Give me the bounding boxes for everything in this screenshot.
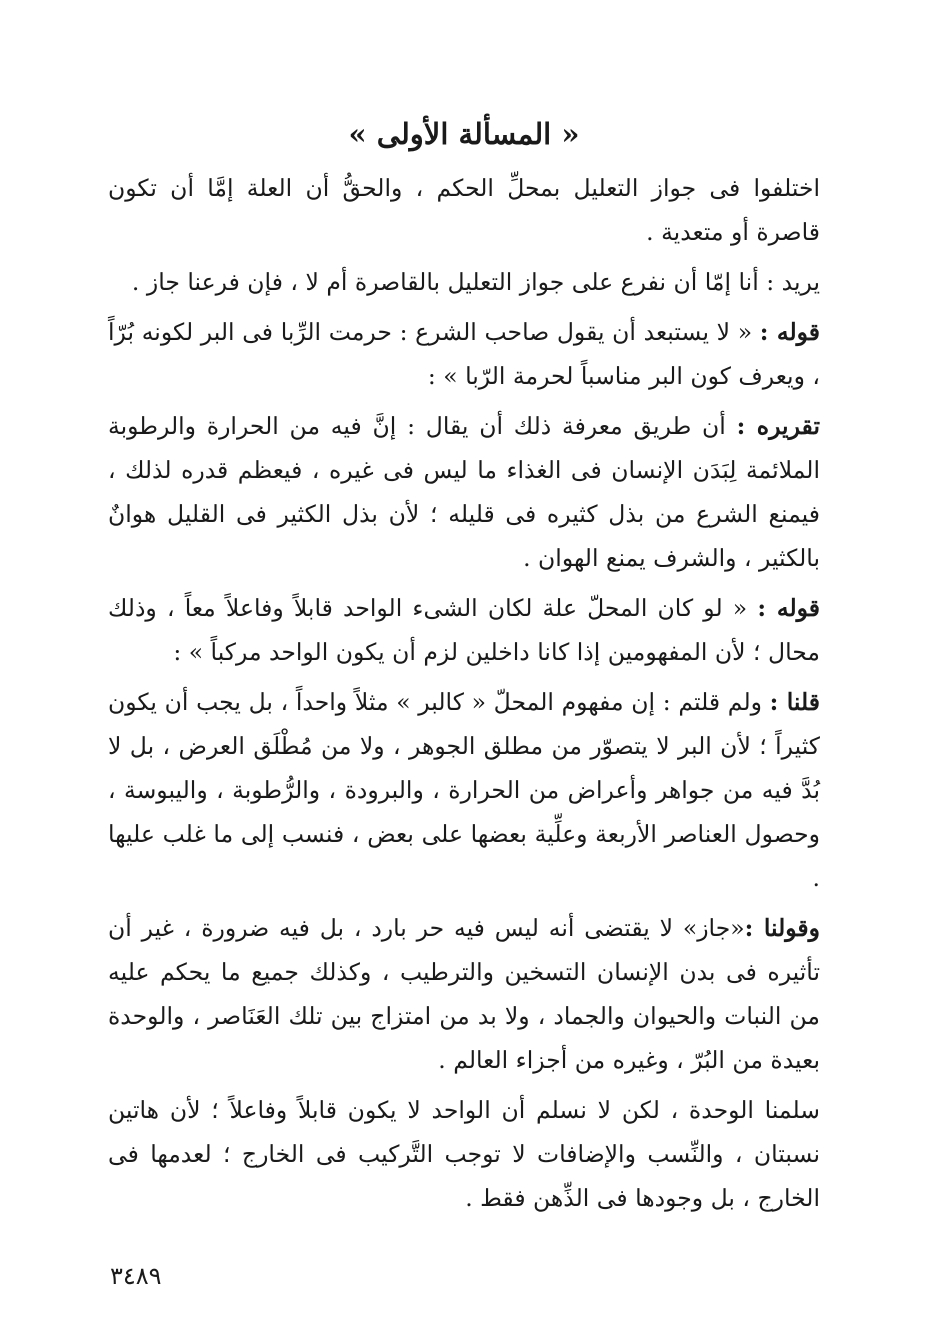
paragraph-7 (108, 906, 820, 1082)
paragraph-lead: وقولنا : (744, 914, 820, 942)
paragraph-1 (108, 166, 820, 254)
paragraph-2 (108, 260, 820, 304)
paragraph-text: « لو كان المحلّ علة لكان الشىء الواحد قابلاً وفاعلاً معاً ، وذلك محال ؛ لأن المفهومين إذا كانا داخلين لزم أن يكون الواحد مركباً » : (108, 594, 820, 666)
paragraph-text: ولم قلتم : إن مفهوم المحلّ « كالبر » مثلاً واحداً ، بل يجب أن يكون كثيراً ؛ لأن البر لا يتصوّر من مطلق الجوهر ، ولا من مُطْلَق العرض ، بل لا بُدَّ فيه من جواهر وأعراض من الحرارة ، والبرودة ، والرُّطوبة ، واليبوسة ، وحصول العناصر الأربعة وعلِّية بعضها على بعض ، فنسب إلى ما غلب عليها . (108, 688, 820, 892)
paragraph-text: سلمنا الوحدة ، لكن لا نسلم أن الواحد لا يكون قابلاً وفاعلاً ؛ لأن هاتين نسبتان ، والنِّسب والإضافات لا توجب التَّركيب فى الخارج ؛ لعدمها فى الخارج ، بل وجودها فى الذِّهن فقط . (108, 1096, 820, 1212)
paragraph-lead: قوله : (757, 594, 820, 622)
page-number: ٣٤٨٩ (110, 1262, 162, 1290)
paragraph-3 (108, 310, 820, 398)
paragraph-text: «جاز» لا يقتضى أنه ليس فيه حر بارد ، بل فيه ضرورة ، غير أن تأثيره فى بدن الإنسان التسخين والترطيب ، وكذلك جميع ما يحكم عليه من النبات والحيوان والجماد ، ولا بد من امتزاج بين تلك العَنَاصر ، والوحدة بعيدة من البُرّ ، وغيره من أجزاء العالم . (108, 914, 820, 1074)
paragraph-4 (108, 404, 820, 580)
paragraph-text: أن طريق معرفة ذلك أن يقال : إنَّ فيه من الحرارة والرطوبة الملائمة لِبَدَن الإنسان فى الغذاء ما ليس فى غيره ، فيعظم قدره لذلك ، فيمنع الشرع من بذل كثيره فى قليله ؛ لأن بذل الكثير فى القليل هوانٌ بالكثير ، والشرف يمنع الهوان . (108, 412, 820, 572)
paragraph-8 (108, 1088, 820, 1220)
paragraph-lead: قلنا : (769, 688, 821, 716)
paragraph-text: يريد : أنا إمّا أن نفرع على جواز التعليل بالقاصرة أم لا ، فإن فرعنا جاز . (131, 268, 820, 296)
paragraph-6 (108, 680, 820, 900)
paragraph-text: « لا يستبعد أن يقول صاحب الشرع : حرمت الرِّبا فى البر لكونه بُرّاً ، ويعرف كون البر مناسباً لحرمة الرّبا » : (108, 318, 820, 390)
paragraph-lead: قوله : (759, 318, 820, 346)
page-body (108, 112, 820, 1226)
paragraph-5 (108, 586, 820, 674)
paragraph-lead: تقريره : (736, 412, 820, 440)
paragraph-text: اختلفوا فى جواز التعليل بمحلِّ الحكم ، والحقُّ أن العلة إمَّا أن تكون قاصرة أو متعدية . (108, 174, 820, 246)
section-title: « المسألة الأولى » (348, 117, 580, 151)
